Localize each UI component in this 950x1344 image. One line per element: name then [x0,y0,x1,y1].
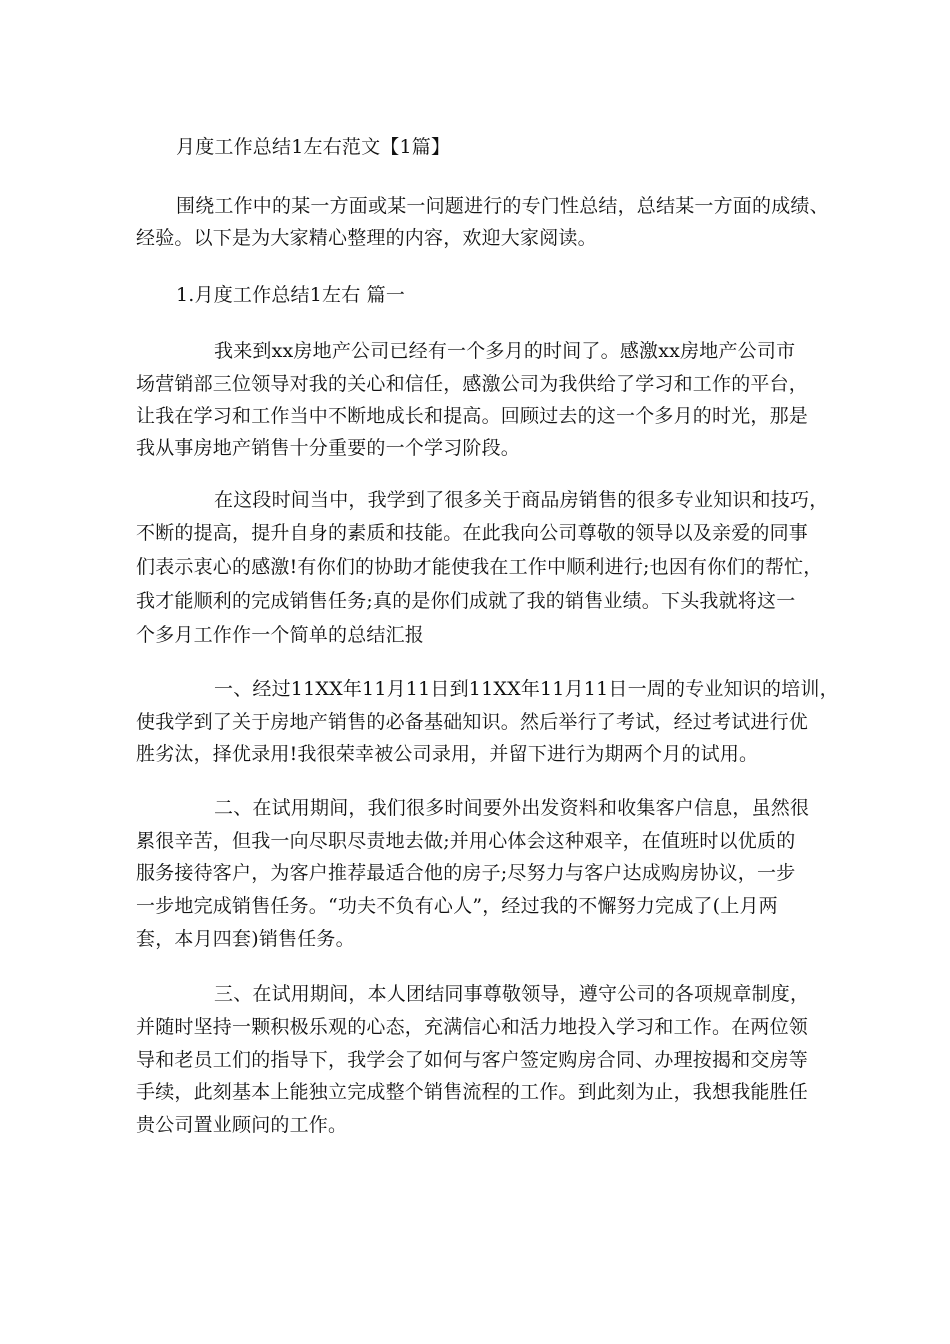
intro-line-2: 经验。以下是为大家精心整理的内容，欢迎大家阅读。 [136,227,597,249]
paragraph-3-line-2: 使我学到了关于房地产销售的必备基础知识。然后举行了考试，经过考试进行优 [136,711,809,733]
intro-line-1: 围绕工作中的某一方面或某一问题进行的专门性总结，总结某一方面的成绩、 [176,195,829,217]
paragraph-4-line-3: 服务接待客户，为客户推荐最适合他的房子;尽努力与客户达成购房协议，一步 [136,862,796,884]
paragraph-2-line-1: 在这段时间当中，我学到了很多关于商品房销售的很多专业知识和技巧， [214,489,829,511]
paragraph-1-line-3: 让我在学习和工作当中不断地成长和提高。回顾过去的这一个多月的时光，那是 [136,405,809,427]
paragraph-3-line-1: 一、经过11XX年11月11日到11XX年11月11日一周的专业知识的培训， [214,678,839,700]
paragraph-2-line-5: 个多月工作作一个简单的总结汇报 [136,624,425,646]
paragraph-4-line-4: 一步地完成销售任务。“功夫不负有心人”，经过我的不懈努力完成了(上月两 [136,895,778,917]
paragraph-5-line-2: 并随时坚持一颗积极乐观的心态，充满信心和活力地投入学习和工作。在两位领 [136,1016,809,1038]
paragraph-4-line-5: 套，本月四套)销售任务。 [136,928,355,950]
paragraph-5-line-1: 三、在试用期间，本人团结同事尊敬领导，遵守公司的各项规章制度， [214,983,810,1005]
paragraph-4-line-1: 二、在试用期间，我们很多时间要外出发资料和收集客户信息，虽然很 [214,797,810,819]
paragraph-2-line-4: 我才能顺利的完成销售任务;真的是你们成就了我的销售业绩。下头我就将这一 [136,590,796,612]
paragraph-1-line-1: 我来到xx房地产公司已经有一个多月的时间了。感激xx房地产公司市 [214,340,796,362]
section-heading: 1.月度工作总结1左右 篇一 [176,284,406,306]
paragraph-5-line-5: 贵公司置业顾问的工作。 [136,1114,348,1136]
paragraph-3-line-3: 胜劣汰，择优录用!我很荣幸被公司录用，并留下进行为期两个月的试用。 [136,743,759,765]
paragraph-5-line-3: 导和老员工们的指导下，我学会了如何与客户签定购房合同、办理按揭和交房等 [136,1049,809,1071]
document-title: 月度工作总结1左右范文【1篇】 [176,136,451,158]
paragraph-1-line-4: 我从事房地产销售十分重要的一个学习阶段。 [136,437,521,459]
paragraph-2-line-3: 们表示衷心的感激!有你们的协助才能使我在工作中顺利进行;也因有你们的帮忙， [136,556,823,578]
paragraph-4-line-2: 累很辛苦，但我一向尽职尽责地去做;并用心体会这种艰辛，在值班时以优质的 [136,830,796,852]
paragraph-1-line-2: 场营销部三位领导对我的关心和信任，感激公司为我供给了学习和工作的平台， [136,373,809,395]
paragraph-2-line-2: 不断的提高，提升自身的素质和技能。在此我向公司尊敬的领导以及亲爱的同事 [136,522,809,544]
paragraph-5-line-4: 手续，此刻基本上能独立完成整个销售流程的工作。到此刻为止，我想我能胜任 [136,1081,809,1103]
